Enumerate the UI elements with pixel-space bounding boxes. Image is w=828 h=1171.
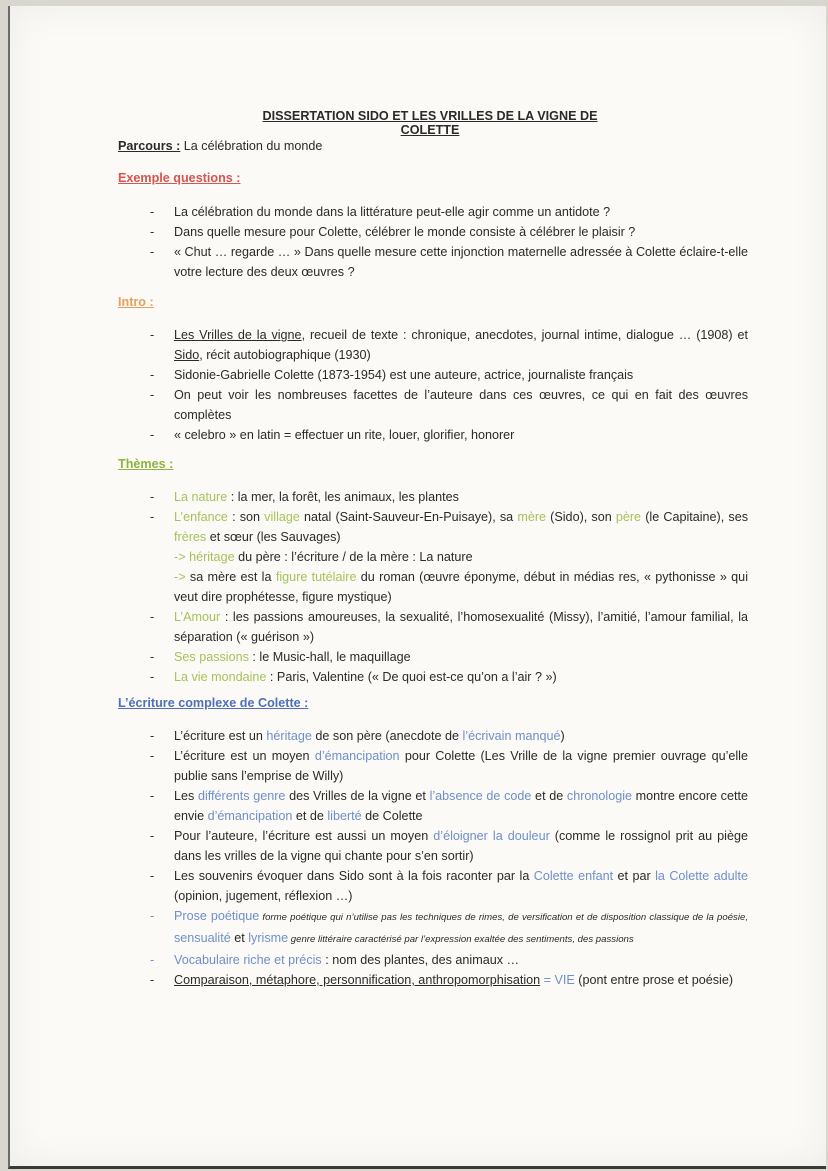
text-span: pour Colette (Les Vrille de la vigne premier ouvrage qu’elle publie sans l’emprise de Willy)	[174, 749, 748, 783]
text-span: L’Amour	[174, 610, 221, 624]
text-span: , récit autobiographique (1930)	[199, 348, 371, 362]
sub-line	[174, 567, 748, 607]
themes-list	[150, 487, 748, 687]
text-span: père	[615, 510, 642, 524]
text-span: (Sido), son	[546, 510, 616, 524]
text-span: figure tutélaire	[275, 570, 357, 584]
section-heading-themes: Thèmes :	[118, 457, 174, 471]
text-span: mère	[517, 510, 547, 524]
text-span: Colette enfant	[533, 869, 614, 883]
section-heading-intro: Intro :	[118, 295, 154, 309]
text-span: , recueil de texte : chronique, anecdotes, journal intime, dialogue … (1908) et	[301, 328, 749, 342]
text-span: forme poétique qui n’utilise pas les techniques de rimes, de versification et de disposition classique de la poésie,	[259, 912, 748, 923]
document-page	[8, 6, 826, 1169]
text-span: héritage	[189, 550, 235, 564]
section-heading-exemples: Exemple questions :	[118, 171, 241, 185]
text-span: lyrisme	[248, 931, 289, 945]
list-item	[150, 906, 748, 950]
list-item	[150, 786, 748, 826]
exemples-list	[150, 202, 748, 282]
text-span: genre littéraire caractérisé par l’expression exaltée des sentiments, des passions	[288, 934, 634, 945]
text-span: d’émancipation	[207, 809, 293, 823]
text-span: d’émancipation	[314, 749, 400, 763]
text-span: différents genre	[197, 789, 286, 803]
text-span: L’enfance	[174, 510, 228, 524]
text-span: sensualité	[174, 931, 231, 945]
list-item	[150, 647, 748, 667]
list-item: - « celebro » en latin = effectuer un rite, louer, glorifier, honorer	[150, 425, 748, 445]
text-span: Les	[174, 789, 198, 803]
section-heading-ecriture: L’écriture complexe de Colette :	[118, 696, 309, 710]
text-span: la Colette adulte	[655, 869, 748, 883]
text-span: )	[560, 729, 565, 743]
parcours-text: La célébration du monde	[180, 139, 323, 153]
ecriture-list	[150, 726, 748, 990]
text-span: montre encore cette envie	[174, 789, 748, 823]
text-span: chronologie	[566, 789, 633, 803]
text-span: La vie mondaine	[174, 670, 267, 684]
sub-line	[174, 547, 748, 567]
text-span: du roman (œuvre éponyme, début in médias res, « pythonisse » qui veut dire prophétesse, figure mystique)	[174, 570, 748, 604]
list-item	[150, 746, 748, 786]
text-span: Prose poétique	[174, 909, 260, 923]
text-span: ->	[174, 570, 190, 584]
text-span: des Vrilles de la vigne et	[285, 789, 430, 803]
text-span: l’écrivain manqué	[462, 729, 561, 743]
text-span: Comparaison, métaphore, personnification, anthropomorphisation	[174, 973, 541, 987]
text-span: et de	[531, 789, 567, 803]
text-span: Pour l’auteure, l’écriture est aussi un moyen	[174, 829, 434, 843]
text-span: village	[264, 510, 300, 524]
text-span: Les Vrilles de la vigne	[174, 328, 302, 342]
list-item	[150, 507, 748, 607]
text-span: liberté	[327, 809, 362, 823]
text-span: : le Music-hall, le maquillage	[248, 650, 411, 664]
text-span: et de	[292, 809, 328, 823]
list-item	[150, 866, 748, 906]
text-span: du père : l’écriture / de la mère : La nature	[234, 550, 473, 564]
list-item: - Sidonie-Gabrielle Colette (1873-1954) est une auteure, actrice, journaliste français	[150, 365, 748, 385]
text-span: =	[540, 973, 555, 987]
text-span: et	[230, 931, 249, 945]
text-span: frères	[174, 530, 207, 544]
list-item	[150, 667, 748, 687]
list-item: - On peut voir les nombreuses facettes de l’auteure dans ces œuvres, ce qui en fait des œuvres complètes	[150, 385, 748, 425]
list-item	[150, 487, 748, 507]
text-span: : son	[227, 510, 265, 524]
text-span: Sido	[174, 348, 200, 362]
list-item	[150, 607, 748, 647]
list-item	[150, 826, 748, 866]
list-item	[150, 325, 748, 365]
text-span: de Colette	[361, 809, 423, 823]
text-span: La nature	[174, 490, 228, 504]
text-span: L’écriture est un	[174, 729, 267, 743]
list-item: - La célébration du monde dans la littérature peut-elle agir comme un antidote ?	[150, 202, 748, 222]
text-span: Vocabulaire riche et précis	[174, 953, 322, 967]
text-span: (le Capitaine), ses	[641, 510, 748, 524]
text-span: l’absence de code	[429, 789, 532, 803]
list-item: - Dans quelle mesure pour Colette, célébrer le monde consiste à célébrer le plaisir ?	[150, 222, 748, 242]
list-item	[150, 726, 748, 746]
text-span: (pont entre prose et poésie)	[574, 973, 734, 987]
text-span: : nom des plantes, des animaux …	[321, 953, 520, 967]
text-span: (opinion, jugement, réflexion …)	[174, 889, 353, 903]
text-span: Les souvenirs évoquer dans Sido sont à la fois raconter par la	[174, 869, 534, 883]
text-span: d’éloigner la douleur	[433, 829, 550, 843]
list-item	[150, 970, 748, 990]
text-span: ->	[174, 550, 190, 564]
list-item	[150, 950, 748, 970]
intro-list	[150, 325, 748, 445]
text-span: L’écriture est un moyen	[174, 749, 315, 763]
text-span: sa mère est la	[189, 570, 276, 584]
text-span: natal (Saint-Sauveur-En-Puisaye), sa	[299, 510, 518, 524]
text-span: : les passions amoureuses, la sexualité, l’homosexualité (Missy), l’amitié, l’amour familial, la séparation (« guérison »)	[174, 610, 748, 644]
text-span: VIE	[554, 973, 575, 987]
text-span: de son père (anecdote de	[311, 729, 463, 743]
parcours-label: Parcours :	[118, 139, 181, 153]
text-span: héritage	[266, 729, 312, 743]
text-span: : Paris, Valentine (« De quoi est-ce qu’on a l’air ? »)	[266, 670, 557, 684]
text-span: et par	[613, 869, 656, 883]
text-span: : la mer, la forêt, les animaux, les plantes	[227, 490, 459, 504]
parcours-line	[118, 139, 322, 153]
text-span: et sœur (les Sauvages)	[206, 530, 341, 544]
text-span: (comme le rossignol prit au piège dans les vrilles de la vigne qui chante pour s’en sortir)	[174, 829, 748, 863]
text-span: Ses passions	[174, 650, 249, 664]
page-title: DISSERTATION SIDO ET LES VRILLES DE LA VIGNE DE COLETTE	[262, 109, 598, 137]
list-item: - « Chut … regarde … » Dans quelle mesure cette injonction maternelle adressée à Colette éclaire-t-elle votre lecture des deux œuvres ?	[150, 242, 748, 282]
